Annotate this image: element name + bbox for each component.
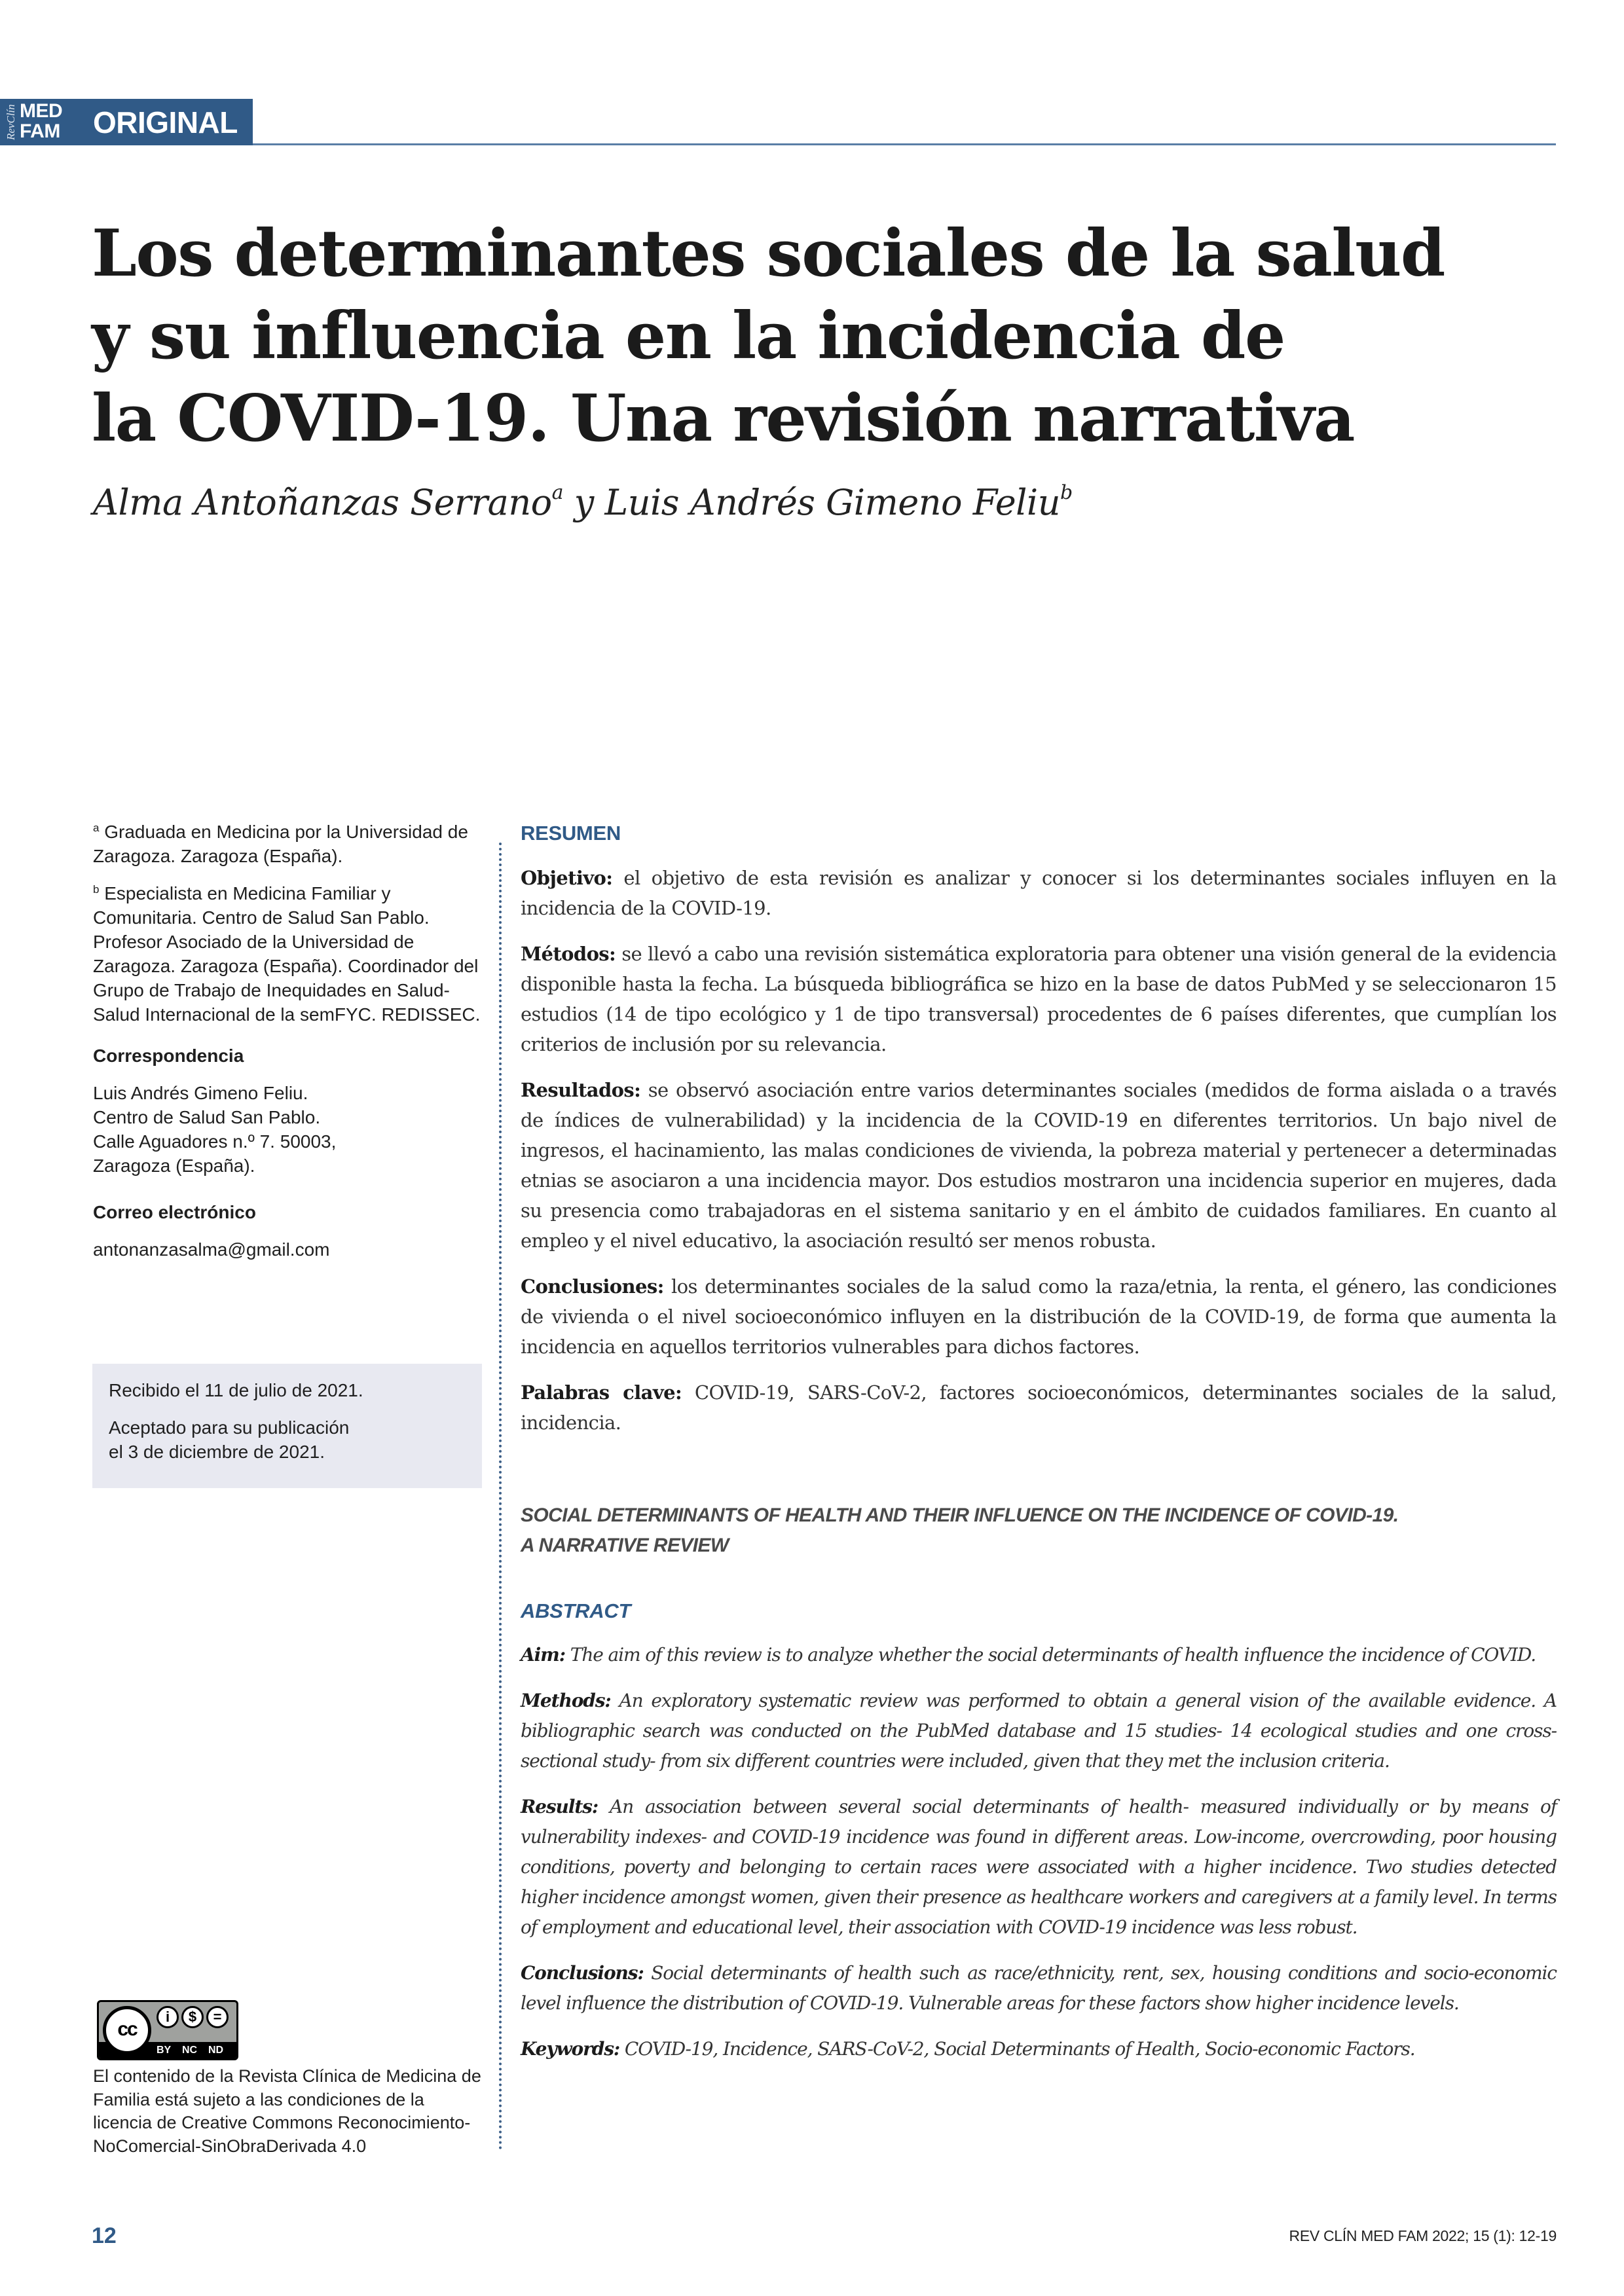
affiliation-mark: b bbox=[93, 883, 100, 896]
section-text: se observó asociación entre varios determinantes sociales (medidos de forma aislada o a través de índices de vulnerabilidad) y la incidencia de la COVID-19 en diferentes territorios. Un bajo nivel de ingresos, el hacinamiento, las malas condiciones de vivienda, la pobreza material y pertenecer a determinadas etnias se asociaron a una incidencia mayor. Dos estudios mostraron una incidencia superior en mujeres, dada su presencia como trabajadoras en el sistema sanitario y en el ámbito de cuidados familiares. En cuanto al empleo y el nivel educativo, la asociación resultó ser menos robusta. bbox=[521, 1079, 1557, 1252]
section-label: Results: bbox=[521, 1796, 599, 1817]
resumen-metodos bbox=[521, 939, 1557, 1059]
author-connector: y bbox=[563, 482, 605, 523]
abstract-aim bbox=[521, 1640, 1557, 1670]
dates-box bbox=[92, 1364, 482, 1488]
accepted-line: el 3 de diciembre de 2021. bbox=[109, 1442, 325, 1462]
section-label: Methods: bbox=[521, 1690, 611, 1711]
journal-logo-med: MED bbox=[20, 100, 63, 122]
section-text: An association between several social determinants of health- measured individually or by means of vulnerability indexes- and COVID-19 incidence was found in different areas. Low-income, overcrowding, poor housing conditions, poverty and belonging to certain races were associated with a higher incidence. Two studies detected higher incidence amongst women, given their presence as healthcare workers and caregivers at a family level. In terms of employment and educational level, their association with COVID-19 incidence was less robust. bbox=[521, 1796, 1557, 1938]
correspondence-label: Correspondencia bbox=[93, 1046, 244, 1066]
sidebar bbox=[93, 820, 486, 1275]
affiliation-text: Graduada en Medicina por la Universidad de Zaragoza. Zaragoza (España). bbox=[93, 822, 468, 866]
column-divider bbox=[499, 843, 502, 2151]
received-date: Recibido el 11 de julio de 2021. bbox=[109, 1380, 363, 1400]
journal-logo-rev-clin: RevClín bbox=[5, 104, 17, 141]
title-line: Los determinantes sociales de la salud bbox=[92, 216, 1445, 291]
section-text: The aim of this review is to analyze whether the social determinants of health influence the incidence of COVID. bbox=[564, 1644, 1536, 1666]
page-number: 12 bbox=[92, 2223, 117, 2248]
section-label: Métodos: bbox=[521, 943, 616, 965]
accepted-date bbox=[109, 1415, 482, 1464]
section-label: Resultados: bbox=[521, 1079, 641, 1101]
section-label: Palabras clave: bbox=[521, 1381, 682, 1404]
section-text: se llevó a cabo una revisión sistemática exploratoria para obtener una visión general de la evidencia disponible hasta la fecha. La búsqueda bibliográfica se hizo en la base de datos PubMed y se seleccionaron 15 estudios (14 de tipo ecológico y 1 de tipo transversal) procedentes de 6 países diferentes, que cumplían los criterios de inclusión por su relevancia. bbox=[521, 943, 1557, 1055]
english-title bbox=[521, 1501, 1557, 1561]
english-title-line: A NARRATIVE REVIEW bbox=[521, 1535, 729, 1556]
abstract-methods bbox=[521, 1686, 1557, 1776]
english-title-line: SOCIAL DETERMINANTS OF HEALTH AND THEIR INFLUENCE ON THE INCIDENCE OF COVID-19. bbox=[521, 1504, 1399, 1526]
section-label: ORIGINAL bbox=[93, 105, 238, 139]
header-rule bbox=[253, 143, 1556, 145]
affiliation-text: Especialista en Medicina Familiar y Comunitaria. Centro de Salud San Pablo. Profesor Asociado de la Universidad de Zaragoza. Zaragoza (España). Coordinador del Grupo de Trabajo de Inequidades en Salud-Salud Internacional de la semFYC. REDISSEC. bbox=[93, 883, 481, 1025]
article-title bbox=[92, 213, 1532, 460]
title-line: la COVID-19. Una revisión narrativa bbox=[92, 381, 1355, 456]
affiliation-mark: a bbox=[93, 822, 100, 834]
license-text: El contenido de la Revista Clínica de Medicina de Familia está sujeto a las condiciones de la licencia de Creative Commons Reconocimiento-NoComercial-SinObraDerivada 4.0 bbox=[93, 2066, 481, 2156]
address-line: Calle Aguadores n.º 7. 50003, bbox=[93, 1131, 337, 1152]
abstract-conclusions bbox=[521, 1958, 1557, 2018]
address-line: Zaragoza (España). bbox=[93, 1156, 255, 1176]
email-label: Correo electrónico bbox=[93, 1202, 256, 1222]
section-label: Objetivo: bbox=[521, 867, 613, 889]
section-text: COVID-19, Incidence, SARS-CoV-2, Social Determinants of Health, Socio-economic Factors. bbox=[619, 2038, 1415, 2060]
journal-citation: REV CLÍN MED FAM 2022; 15 (1): 12-19 bbox=[1289, 2227, 1557, 2244]
section-label: Aim: bbox=[521, 1644, 565, 1666]
cc-icon: cc bbox=[103, 2006, 151, 2054]
affiliation-a bbox=[93, 820, 486, 868]
email-link[interactable]: antonanzasalma@gmail.com bbox=[93, 1239, 330, 1260]
author-name: Luis Andrés Gimeno Feliu bbox=[604, 482, 1060, 523]
resumen-heading: RESUMEN bbox=[521, 822, 621, 845]
affiliation-mark: a bbox=[551, 481, 564, 504]
author-list bbox=[93, 480, 1073, 526]
cc-nd-label: ND bbox=[208, 2045, 224, 2056]
attribution-icon: i bbox=[157, 2006, 179, 2028]
affiliation-b bbox=[93, 881, 486, 1027]
section-label: Conclusiones: bbox=[521, 1275, 664, 1298]
cc-nc-label: NC bbox=[182, 2045, 198, 2056]
abstract-body bbox=[521, 1640, 1557, 2080]
title-line: y su influencia en la incidencia de bbox=[92, 299, 1285, 374]
address-line: Centro de Salud San Pablo. bbox=[93, 1107, 321, 1127]
resumen-objetivo bbox=[521, 863, 1557, 923]
author-name: Alma Antoñanzas Serrano bbox=[93, 482, 552, 523]
abstract-keywords bbox=[521, 2034, 1557, 2064]
accepted-line: Aceptado para su publicación bbox=[109, 1417, 350, 1438]
resumen-resultados bbox=[521, 1075, 1557, 1256]
non-commercial-icon: $ bbox=[181, 2006, 204, 2028]
section-text: el objetivo de esta revisión es analizar y conocer si los determinantes sociales influyen en la incidencia de la COVID-19. bbox=[521, 867, 1557, 919]
creative-commons-badge[interactable] bbox=[97, 2000, 238, 2060]
section-label: Conclusions: bbox=[521, 1962, 644, 1984]
affiliation-mark: b bbox=[1060, 481, 1073, 504]
cc-by-label: BY bbox=[157, 2045, 172, 2056]
abstract-heading: ABSTRACT bbox=[521, 1599, 631, 1622]
journal-logo-fam: FAM bbox=[20, 120, 60, 142]
section-text: Social determinants of health such as race/ethnicity, rent, sex, housing conditions and socio-economic level influence the distribution of COVID-19. Vulnerable areas for these factors show higher incidence levels. bbox=[521, 1962, 1557, 2014]
address-line: Luis Andrés Gimeno Feliu. bbox=[93, 1083, 308, 1103]
section-text: los determinantes sociales de la salud como la raza/etnia, la renta, el género, las condiciones de vivienda o el nivel socioeconómico influyen en la distribución de la COVID-19, de forma que aumenta la incidencia en aquellos territorios vulnerables para dichos factores. bbox=[521, 1275, 1557, 1358]
no-derivatives-icon: = bbox=[206, 2006, 229, 2028]
resumen-conclusiones bbox=[521, 1271, 1557, 1362]
section-text: COVID-19, SARS-CoV-2, factores socioeconómicos, determinantes sociales de la salud, incidencia. bbox=[521, 1381, 1557, 1434]
correspondence-address bbox=[93, 1081, 486, 1178]
section-text: An exploratory systematic review was performed to obtain a general vision of the available evidence. A bibliographic search was conducted on the PubMed database and 15 studies- 14 ecological studies and one cross-sectional study- from six different countries were included, given that they met the inclusion criteria. bbox=[521, 1690, 1557, 1772]
abstract-results bbox=[521, 1792, 1557, 1942]
section-label: Keywords: bbox=[521, 2038, 620, 2060]
resumen-palabras-clave bbox=[521, 1377, 1557, 1438]
resumen-body bbox=[521, 863, 1557, 1453]
